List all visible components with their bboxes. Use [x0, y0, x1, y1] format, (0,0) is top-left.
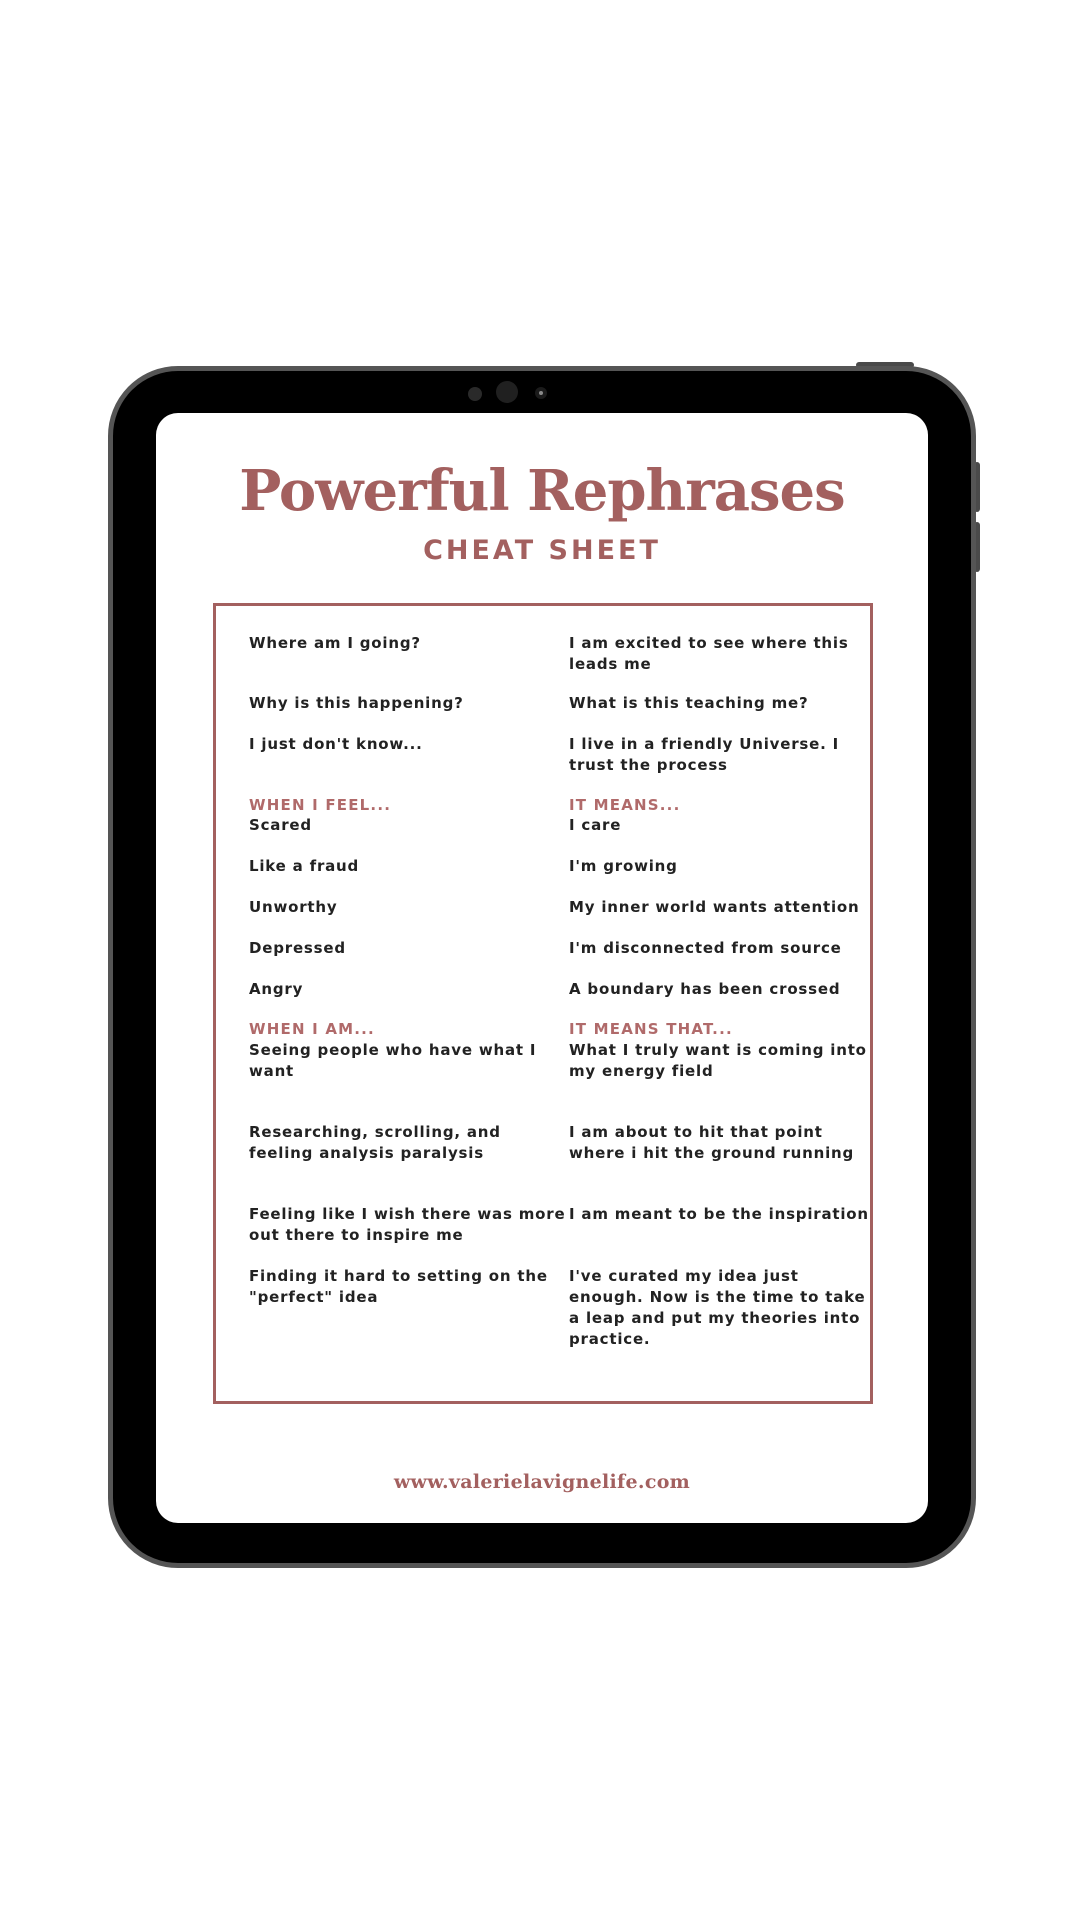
phrase-left: Depressed — [249, 939, 346, 957]
light-sensor-icon — [535, 387, 547, 399]
phrase-left: Where am I going? — [249, 634, 421, 652]
list-item — [249, 1266, 889, 1350]
heading-left: WHEN I AM... — [249, 1020, 375, 1038]
phrase-right: I am meant to be the inspiration — [569, 1205, 869, 1223]
phrase-right: I'm growing — [569, 857, 678, 875]
page-subtitle: CHEAT SHEET — [423, 535, 661, 566]
phrase-left: Feeling like I wish there was more out there to inspire me — [249, 1205, 566, 1244]
website-link[interactable]: www.valerielavignelife.com — [393, 1471, 691, 1493]
section-heading — [249, 795, 889, 816]
list-item — [249, 734, 889, 776]
phrase-left: Finding it hard to setting on the "perfect" idea — [249, 1267, 548, 1306]
phrase-left: Researching, scrolling, and feeling analysis paralysis — [249, 1123, 501, 1162]
camera-icon — [496, 381, 518, 403]
phrase-right: What is this teaching me? — [569, 694, 809, 712]
list-item — [249, 815, 889, 836]
list-item — [249, 897, 889, 918]
phrase-right: I've curated my idea just enough. Now is the time to take a leap and put my theories into practice. — [569, 1267, 866, 1348]
phrase-left: Unworthy — [249, 898, 338, 916]
section-heading — [249, 1019, 889, 1040]
heading-right: IT MEANS... — [569, 796, 681, 814]
phrase-left: Angry — [249, 980, 304, 998]
list-item — [249, 633, 889, 675]
list-item — [249, 1040, 889, 1082]
tablet-screen — [156, 413, 928, 1523]
list-item — [249, 856, 889, 877]
phrase-right: I care — [569, 816, 622, 834]
phrase-right: My inner world wants attention — [569, 898, 860, 916]
page-title: Powerful Rephrases — [239, 458, 845, 524]
list-item — [249, 693, 889, 714]
sensor-icon — [468, 387, 482, 401]
phrase-left: Like a fraud — [249, 857, 360, 875]
phrase-right: What I truly want is coming into my energy field — [569, 1041, 867, 1080]
phrase-left: I just don't know... — [249, 735, 423, 753]
phrase-right: I am excited to see where this leads me — [569, 634, 849, 673]
phrase-right: I am about to hit that point where i hit the ground running — [569, 1123, 855, 1162]
list-item — [249, 938, 889, 959]
phrase-right: I live in a friendly Universe. I trust the process — [569, 735, 839, 774]
phrase-left: Why is this happening? — [249, 694, 464, 712]
phrase-right: A boundary has been crossed — [569, 980, 841, 998]
phrase-left: Seeing people who have what I want — [249, 1041, 537, 1080]
list-item — [249, 979, 889, 1000]
list-item — [249, 1204, 889, 1246]
heading-left: WHEN I FEEL... — [249, 796, 392, 814]
list-item — [249, 1122, 889, 1164]
phrase-left: Scared — [249, 816, 312, 834]
heading-right: IT MEANS THAT... — [569, 1020, 733, 1038]
phrase-right: I'm disconnected from source — [569, 939, 842, 957]
